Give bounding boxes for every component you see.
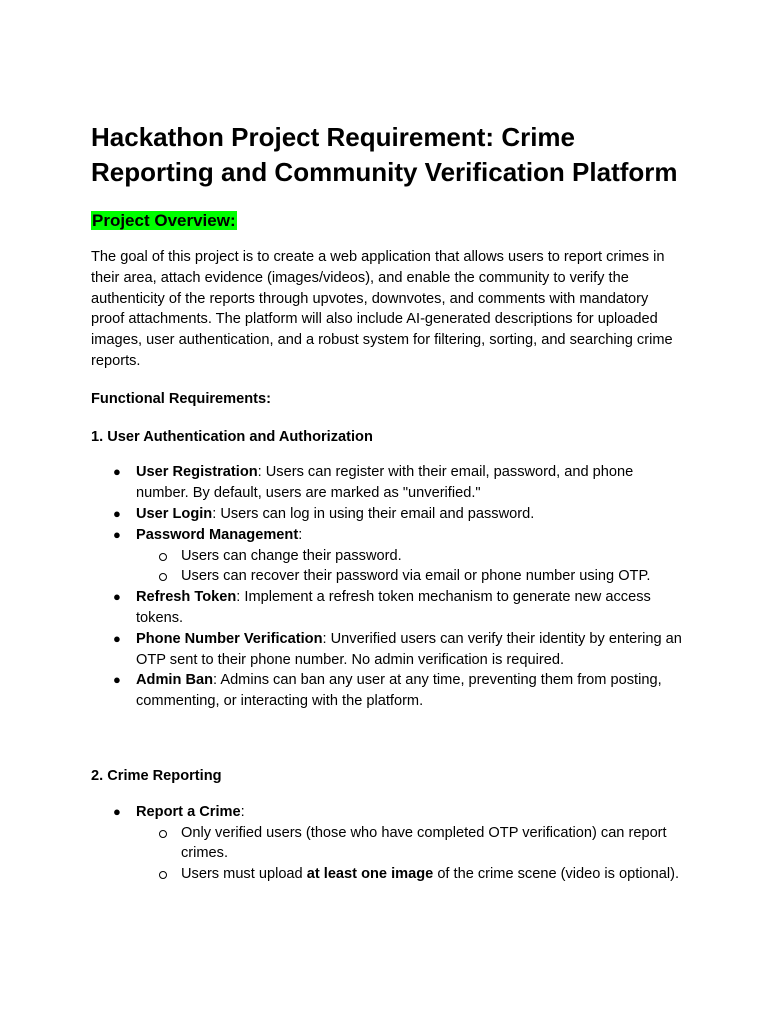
item-text: : Users can log in using their email and password. — [212, 505, 535, 522]
overview-heading — [91, 210, 680, 232]
sub-item-emphasis: at least one image — [306, 866, 434, 883]
sub-list-item — [136, 546, 684, 567]
sub-item-text-post: of the crime scene (video is optional). — [433, 866, 680, 883]
list-item — [91, 525, 684, 587]
list-item — [91, 629, 684, 671]
sub-list-item — [136, 864, 684, 885]
item-text: : — [240, 803, 245, 820]
hollow-bullet-icon — [159, 830, 167, 838]
sub-list-item — [136, 566, 684, 587]
sub-item-text: Users can change their password. — [181, 547, 402, 564]
item-term: Phone Number Verification — [136, 630, 323, 647]
bullet-icon: ● — [113, 526, 121, 542]
item-term: Admin Ban — [136, 672, 214, 689]
hollow-bullet-icon — [159, 871, 167, 879]
sub-item-text-pre: Users must upload — [181, 866, 307, 883]
item-term: Password Management — [136, 526, 299, 543]
sub-item-text: Users can recover their password via email or phone number using OTP. — [181, 568, 651, 585]
item-term: Refresh Token — [136, 589, 237, 606]
bullet-icon: ● — [113, 589, 121, 605]
list-item — [91, 462, 684, 504]
functional-requirements-heading: Functional Requirements: — [91, 390, 272, 407]
overview-paragraph: The goal of this project is to create a web application that allows users to report crimes in their area, attach evidence (images/videos), and enable the community to verify the authenticity of the reports through upvotes, downvotes, and comments with mandatory proof attachments. The platform will also include AI-generated descriptions for uploaded images, user authentication, and a robust system for filtering, sorting, and searching crime reports. — [91, 249, 673, 369]
sub-list-item — [136, 823, 684, 865]
bullet-icon: ● — [113, 803, 121, 819]
bullet-icon: ● — [113, 630, 121, 646]
section-1-heading: 1. User Authentication and Authorization — [91, 428, 373, 445]
bullet-icon: ● — [113, 464, 121, 480]
item-term: User Registration — [136, 464, 258, 481]
section-2-heading: 2. Crime Reporting — [91, 767, 222, 784]
bullet-icon: ● — [113, 505, 121, 521]
section-2-list — [91, 802, 680, 885]
item-text: : Users can register with their email, password, and phone number. By default, users are marked as "unverified." — [136, 464, 634, 502]
section-1-list — [91, 462, 680, 712]
sub-item-text: Only verified users (those who have completed OTP verification) can report crimes. — [181, 824, 667, 862]
item-term: Report a Crime — [136, 803, 241, 820]
bullet-icon: ● — [113, 672, 121, 688]
document-title: Hackathon Project Requirement: Crime Reporting and Community Verification Platform — [91, 122, 678, 187]
report-crime-sublist — [136, 823, 684, 885]
overview-heading-text: Project Overview: — [92, 211, 236, 230]
list-item — [91, 504, 684, 525]
list-item — [91, 670, 684, 712]
item-text: : Unverified users can verify their identity by entering an OTP sent to their phone number. No admin verification is required. — [136, 630, 682, 668]
hollow-bullet-icon — [159, 573, 167, 581]
item-term: User Login — [136, 505, 213, 522]
list-item — [91, 802, 684, 885]
item-text: : Implement a refresh token mechanism to generate new access tokens. — [136, 589, 651, 626]
hollow-bullet-icon — [159, 553, 167, 561]
item-text: : Admins can ban any user at any time, preventing them from posting, commenting, or interacting with the platform. — [136, 672, 662, 710]
list-item — [91, 587, 684, 629]
password-sublist — [136, 546, 684, 588]
item-text: : — [298, 526, 303, 543]
